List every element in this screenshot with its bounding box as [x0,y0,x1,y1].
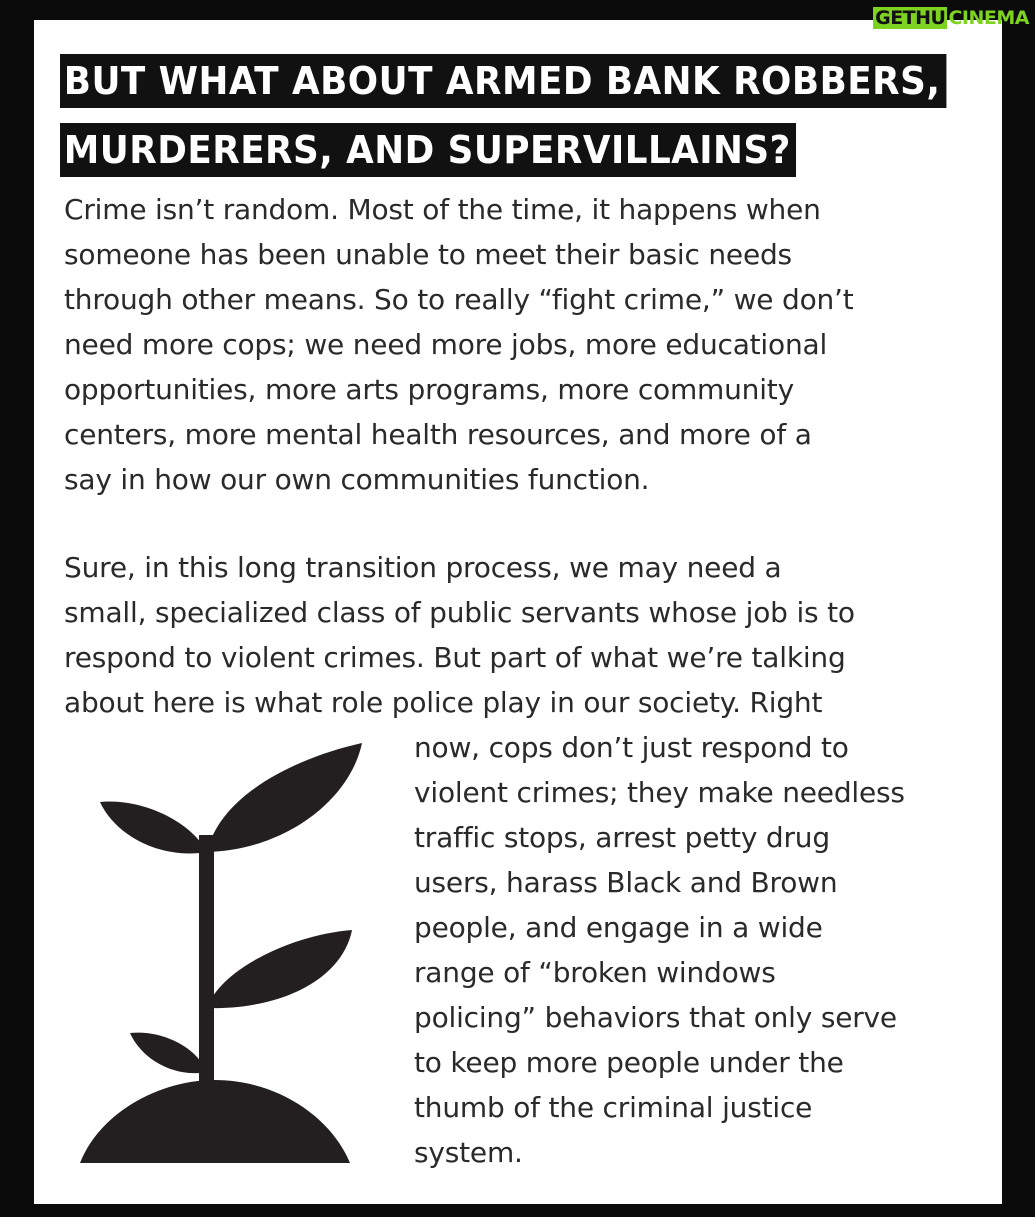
paragraph-2-full-width [64,545,855,725]
paragraph-2-line: range of “broken windows [414,956,776,989]
paragraph-1 [64,187,854,502]
paragraph-1-line: through other means. So to really “fight crime,” we don’t [64,283,854,316]
paragraph-2-line: to keep more people under the [414,1046,844,1079]
paragraph-2-line: thumb of the criminal justice [414,1091,813,1124]
paragraph-2-line: people, and engage in a wide [414,911,823,944]
paragraph-2-line: Sure, in this long transition process, we may need a [64,551,782,584]
paragraph-1-line: Crime isn’t random. Most of the time, it happens when [64,193,821,226]
document-page [34,20,1002,1204]
paragraph-1-line: need more cops; we need more jobs, more educational [64,328,828,361]
paragraph-2-line: violent crimes; they make needless [414,776,905,809]
watermark-part-1: GETHU [875,7,946,29]
watermark [873,6,1029,30]
paragraph-2-line: now, cops don’t just respond to [414,731,849,764]
watermark-part-2: CINEMA [948,7,1029,29]
paragraph-2-wrapped [414,725,905,1175]
paragraph-1-line: someone has been unable to meet their basic needs [64,238,792,271]
paragraph-2-line: users, harass Black and Brown [414,866,838,899]
heading-line-2: MURDERERS, AND SUPERVILLAINS? [60,123,796,177]
paragraph-2-line: traffic stops, arrest petty drug [414,821,830,854]
paragraph-2-line: respond to violent crimes. But part of what we’re talking [64,641,846,674]
heading-line-1: BUT WHAT ABOUT ARMED BANK ROBBERS, [60,54,946,108]
paragraph-1-line: say in how our own communities function. [64,463,650,496]
paragraph-2-line: about here is what role police play in our society. Right [64,686,823,719]
paragraph-2-line: policing” behaviors that only serve [414,1001,897,1034]
paragraph-2-line: small, specialized class of public servants whose job is to [64,596,855,629]
paragraph-1-line: opportunities, more arts programs, more community [64,373,794,406]
plant-sprout-icon [80,740,370,1170]
paragraph-2-line: system. [414,1136,523,1169]
paragraph-1-line: centers, more mental health resources, and more of a [64,418,812,451]
